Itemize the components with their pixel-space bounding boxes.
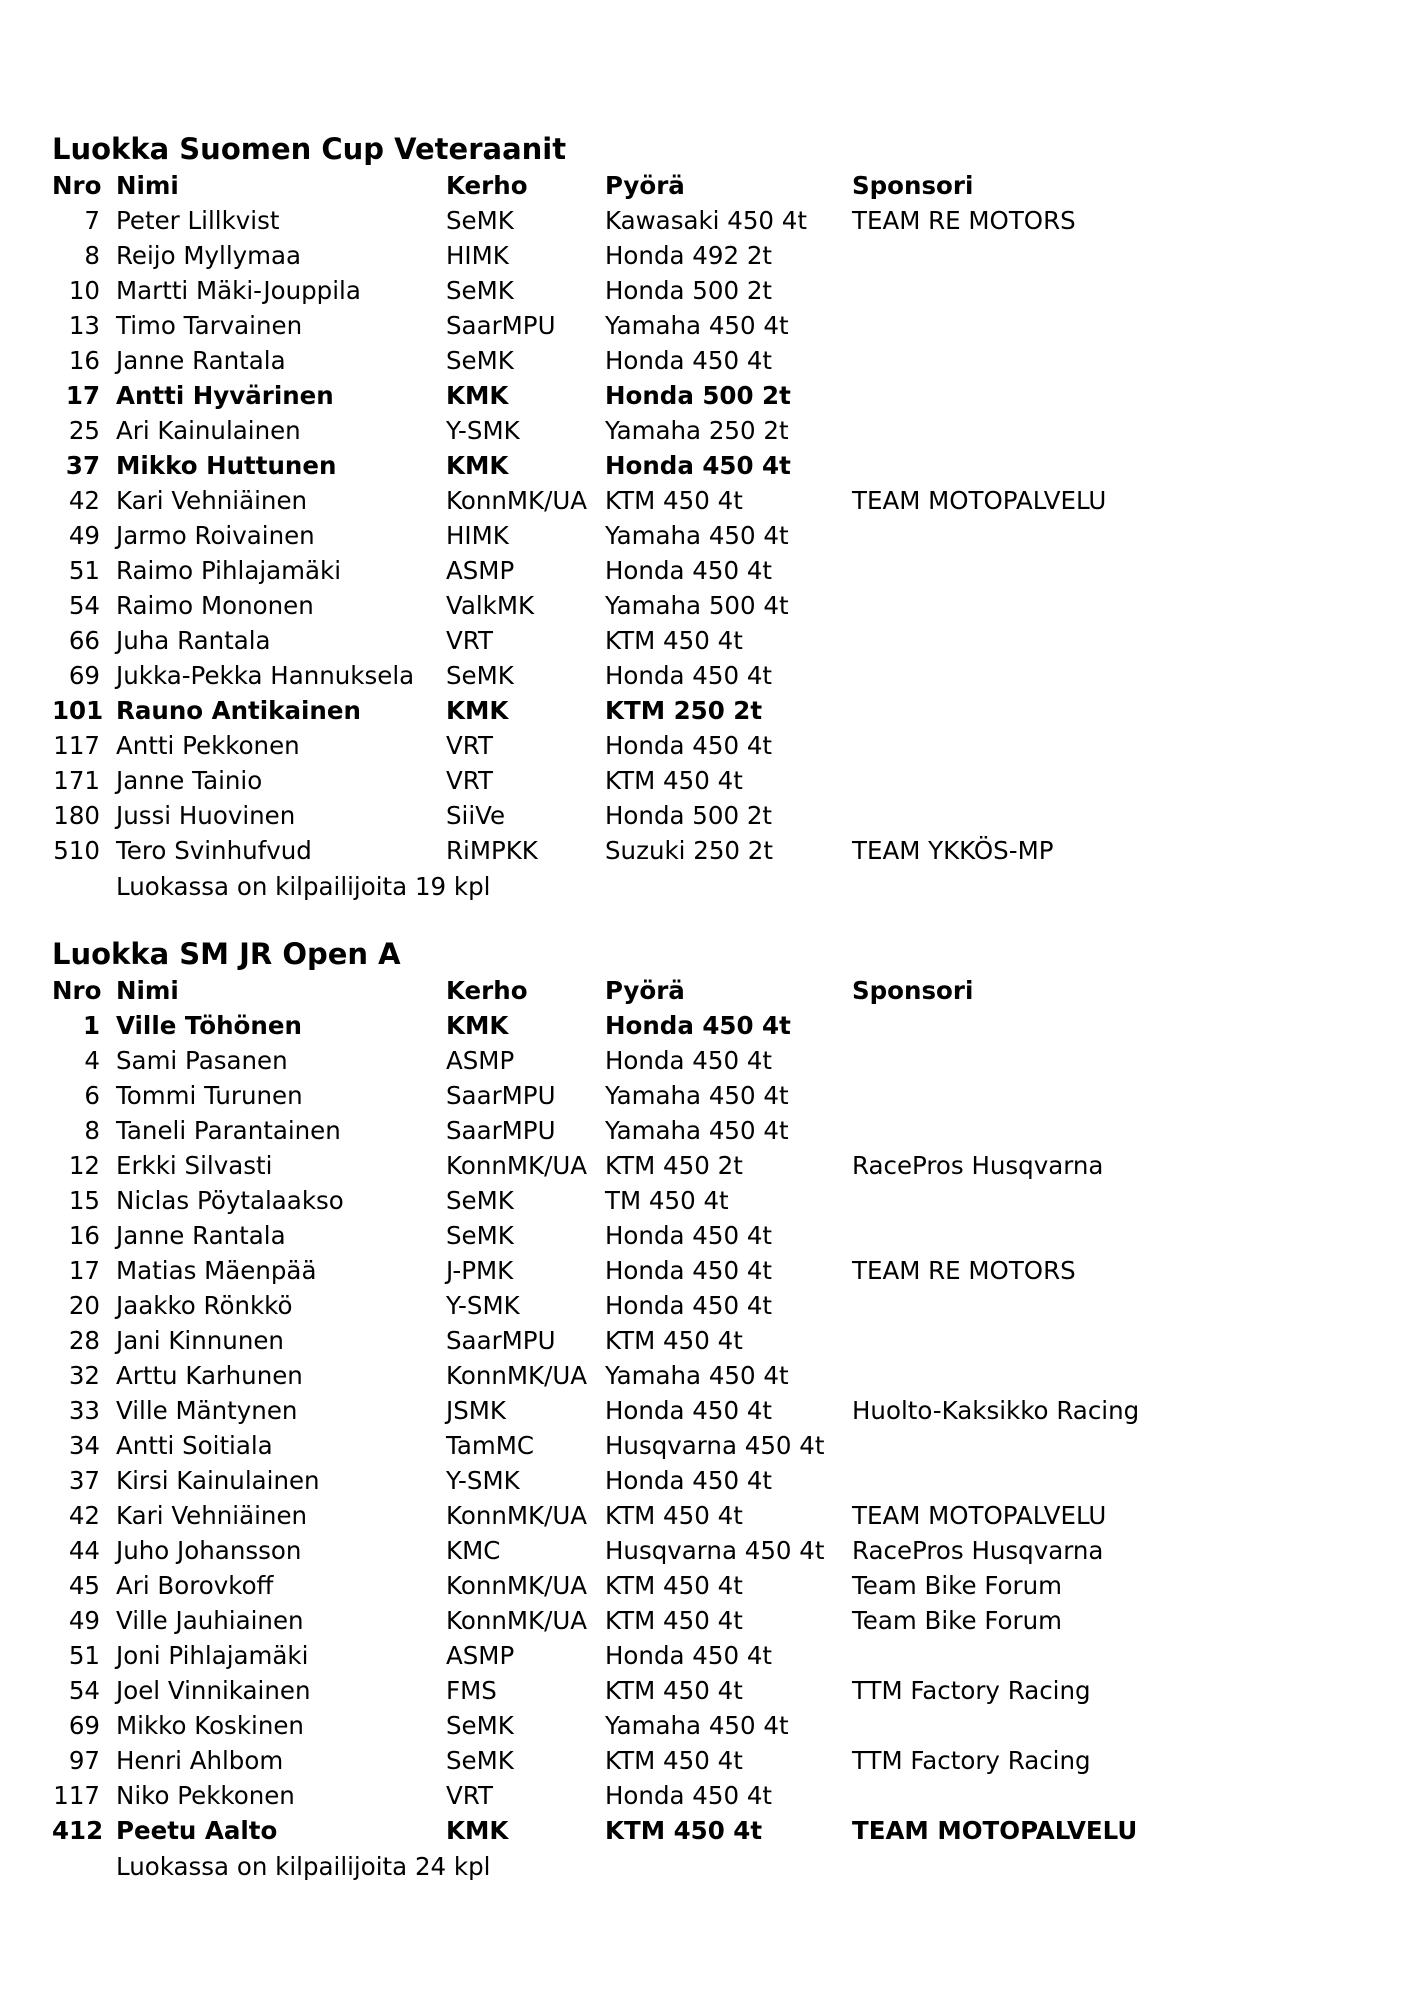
- cell-nimi: Jussi Huovinen: [116, 801, 296, 830]
- cell-kerho: FMS: [446, 1676, 497, 1705]
- cell-kerho: VRT: [446, 731, 493, 760]
- cell-pyora: KTM 450 4t: [605, 1816, 763, 1845]
- table-header: [52, 169, 1352, 203]
- cell-sponsori: TEAM RE MOTORS: [852, 1256, 1076, 1285]
- cell-nimi: Niclas Pöytalaakso: [116, 1186, 344, 1215]
- cell-nro: 51: [68, 556, 100, 585]
- cell-nimi: Erkki Silvasti: [116, 1151, 273, 1180]
- cell-nro: 69: [68, 1711, 100, 1740]
- cell-nimi: Joni Pihlajamäki: [116, 1641, 309, 1670]
- table-row: [52, 1078, 1352, 1113]
- table-row: [52, 1253, 1352, 1288]
- table-row: [52, 1148, 1352, 1183]
- cell-nro: 37: [65, 451, 100, 480]
- cell-pyora: Honda 450 4t: [605, 451, 791, 480]
- cell-kerho: SeMK: [446, 206, 514, 235]
- cell-nro: 171: [53, 766, 100, 795]
- cell-pyora: Honda 450 4t: [605, 731, 773, 760]
- cell-pyora: Honda 450 4t: [605, 1256, 773, 1285]
- cell-kerho: SeMK: [446, 1221, 514, 1250]
- cell-nimi: Niko Pekkonen: [116, 1781, 295, 1810]
- table-row: [52, 798, 1352, 833]
- table-row: [52, 203, 1352, 238]
- class-count: Luokassa on kilpailijoita 24 kpl: [116, 1852, 491, 1881]
- cell-pyora: Honda 450 4t: [605, 556, 773, 585]
- cell-nimi: Ville Jauhiainen: [116, 1606, 304, 1635]
- cell-kerho: KonnMK/UA: [446, 1606, 588, 1635]
- cell-kerho: KonnMK/UA: [446, 1571, 588, 1600]
- cell-nimi: Ari Kainulainen: [116, 416, 301, 445]
- cell-kerho: VRT: [446, 766, 493, 795]
- cell-nimi: Ari Borovkoff: [116, 1571, 274, 1600]
- class-section-jr-open-a: [52, 934, 1352, 1886]
- cell-nro: 37: [68, 1466, 100, 1495]
- table-row: [52, 1393, 1352, 1428]
- table-row: [52, 1603, 1352, 1638]
- table-row: [52, 378, 1352, 413]
- cell-nro: 4: [84, 1046, 100, 1075]
- cell-nro: 66: [68, 626, 100, 655]
- cell-kerho: JSMK: [446, 1396, 506, 1425]
- cell-nro: 51: [68, 1641, 100, 1670]
- header-sponsori: Sponsori: [852, 171, 974, 200]
- cell-nro: 17: [65, 381, 100, 410]
- cell-nimi: Kirsi Kainulainen: [116, 1466, 320, 1495]
- cell-kerho: ASMP: [446, 1641, 515, 1670]
- cell-kerho: J-PMK: [446, 1256, 514, 1285]
- cell-pyora: Suzuki 250 2t: [605, 836, 773, 865]
- cell-kerho: KonnMK/UA: [446, 1361, 588, 1390]
- cell-kerho: KonnMK/UA: [446, 486, 588, 515]
- cell-kerho: KonnMK/UA: [446, 1151, 588, 1180]
- cell-pyora: KTM 450 4t: [605, 1326, 743, 1355]
- header-nimi: Nimi: [116, 976, 179, 1005]
- header-nimi: Nimi: [116, 171, 179, 200]
- section-title: Luokka Suomen Cup Veteraanit: [52, 132, 567, 166]
- cell-nimi: Ville Töhönen: [116, 1011, 302, 1040]
- cell-nimi: Janne Rantala: [116, 1221, 286, 1250]
- cell-kerho: TamMC: [446, 1431, 535, 1460]
- cell-nimi: Arttu Karhunen: [116, 1361, 303, 1390]
- cell-nro: 28: [68, 1326, 100, 1355]
- cell-pyora: KTM 450 4t: [605, 1676, 743, 1705]
- cell-nimi: Raimo Mononen: [116, 591, 314, 620]
- cell-kerho: KMK: [446, 696, 509, 725]
- table-row: [52, 1428, 1352, 1463]
- cell-nro: 8: [84, 241, 100, 270]
- cell-nro: 12: [68, 1151, 100, 1180]
- cell-pyora: KTM 250 2t: [605, 696, 763, 725]
- cell-nro: 13: [68, 311, 100, 340]
- cell-nimi: Raimo Pihlajamäki: [116, 556, 342, 585]
- cell-pyora: Honda 450 4t: [605, 1781, 773, 1810]
- table-row: [52, 553, 1352, 588]
- cell-kerho: KMK: [446, 1011, 509, 1040]
- cell-nro: 8: [84, 1116, 100, 1145]
- table-row: [52, 273, 1352, 308]
- table-row: [52, 1813, 1352, 1848]
- cell-sponsori: Team Bike Forum: [852, 1571, 1063, 1600]
- section-title: Luokka SM JR Open A: [52, 937, 401, 971]
- cell-sponsori: TEAM MOTOPALVELU: [852, 1816, 1138, 1845]
- cell-kerho: KMK: [446, 1816, 509, 1845]
- table-row: [52, 588, 1352, 623]
- cell-kerho: Y-SMK: [446, 1291, 520, 1320]
- cell-kerho: ASMP: [446, 556, 515, 585]
- cell-sponsori: TTM Factory Racing: [852, 1746, 1091, 1775]
- cell-nimi: Timo Tarvainen: [116, 311, 303, 340]
- cell-pyora: Honda 450 4t: [605, 1011, 791, 1040]
- cell-nimi: Jukka-Pekka Hannuksela: [116, 661, 415, 690]
- header-sponsori: Sponsori: [852, 976, 974, 1005]
- cell-nimi: Jarmo Roivainen: [116, 521, 315, 550]
- cell-nro: 54: [68, 591, 100, 620]
- cell-kerho: KMK: [446, 451, 509, 480]
- cell-kerho: SeMK: [446, 346, 514, 375]
- table-row: [52, 1183, 1352, 1218]
- header-pyora: Pyörä: [605, 976, 685, 1005]
- cell-nimi: Juha Rantala: [116, 626, 271, 655]
- cell-nro: 54: [68, 1676, 100, 1705]
- cell-nimi: Tommi Turunen: [116, 1081, 303, 1110]
- cell-pyora: KTM 450 2t: [605, 1151, 743, 1180]
- cell-kerho: HIMK: [446, 521, 509, 550]
- cell-kerho: HIMK: [446, 241, 509, 270]
- cell-nro: 44: [68, 1536, 100, 1565]
- cell-kerho: Y-SMK: [446, 1466, 520, 1495]
- cell-nro: 97: [68, 1746, 100, 1775]
- cell-pyora: KTM 450 4t: [605, 766, 743, 795]
- cell-pyora: Honda 500 2t: [605, 801, 773, 830]
- cell-nimi: Antti Hyvärinen: [116, 381, 334, 410]
- cell-pyora: Honda 450 4t: [605, 346, 773, 375]
- table-row: [52, 413, 1352, 448]
- cell-nimi: Janne Rantala: [116, 346, 286, 375]
- table-body: [52, 1008, 1352, 1848]
- cell-nro: 1: [82, 1011, 100, 1040]
- cell-kerho: ASMP: [446, 1046, 515, 1075]
- cell-sponsori: TTM Factory Racing: [852, 1676, 1091, 1705]
- cell-kerho: Y-SMK: [446, 416, 520, 445]
- cell-nimi: Antti Pekkonen: [116, 731, 300, 760]
- cell-pyora: Yamaha 450 4t: [605, 311, 789, 340]
- cell-nro: 16: [68, 1221, 100, 1250]
- cell-pyora: Honda 450 4t: [605, 1046, 773, 1075]
- cell-kerho: SeMK: [446, 1711, 514, 1740]
- cell-nro: 16: [68, 346, 100, 375]
- cell-nimi: Rauno Antikainen: [116, 696, 361, 725]
- cell-pyora: Yamaha 450 4t: [605, 1711, 789, 1740]
- cell-nro: 180: [53, 801, 100, 830]
- header-pyora: Pyörä: [605, 171, 685, 200]
- table-header: [52, 974, 1352, 1008]
- table-row: [52, 448, 1352, 483]
- cell-nro: 45: [68, 1571, 100, 1600]
- cell-nro: 7: [84, 206, 100, 235]
- table-row: [52, 1043, 1352, 1078]
- table-row: [52, 1533, 1352, 1568]
- cell-nimi: Tero Svinhufvud: [116, 836, 312, 865]
- cell-nro: 117: [53, 731, 100, 760]
- cell-pyora: Husqvarna 450 4t: [605, 1431, 825, 1460]
- table-row: [52, 1113, 1352, 1148]
- table-row: [52, 1568, 1352, 1603]
- cell-nimi: Ville Mäntynen: [116, 1396, 298, 1425]
- table-row: [52, 483, 1352, 518]
- cell-nro: 412: [52, 1816, 104, 1845]
- cell-nimi: Jaakko Rönkkö: [116, 1291, 293, 1320]
- cell-nimi: Jani Kinnunen: [116, 1326, 284, 1355]
- cell-kerho: KMK: [446, 381, 509, 410]
- table-row: [52, 1358, 1352, 1393]
- cell-nro: 15: [68, 1186, 100, 1215]
- cell-sponsori: Team Bike Forum: [852, 1606, 1063, 1635]
- cell-pyora: Honda 450 4t: [605, 1291, 773, 1320]
- cell-nro: 49: [68, 1606, 100, 1635]
- table-row: [52, 1008, 1352, 1043]
- cell-nimi: Joel Vinnikainen: [116, 1676, 311, 1705]
- cell-nimi: Sami Pasanen: [116, 1046, 288, 1075]
- header-kerho: Kerho: [446, 976, 528, 1005]
- cell-nimi: Peter Lillkvist: [116, 206, 280, 235]
- table-row: [52, 1218, 1352, 1253]
- cell-kerho: SeMK: [446, 276, 514, 305]
- cell-pyora: KTM 450 4t: [605, 1501, 743, 1530]
- cell-nimi: Peetu Aalto: [116, 1816, 278, 1845]
- cell-pyora: KTM 450 4t: [605, 1571, 743, 1600]
- cell-nro: 10: [68, 276, 100, 305]
- cell-nro: 42: [68, 1501, 100, 1530]
- cell-sponsori: TEAM MOTOPALVELU: [852, 486, 1107, 515]
- cell-sponsori: RacePros Husqvarna: [852, 1536, 1104, 1565]
- cell-kerho: ValkMK: [446, 591, 535, 620]
- cell-nimi: Reijo Myllymaa: [116, 241, 302, 270]
- cell-kerho: SeMK: [446, 1186, 514, 1215]
- table-row: [52, 763, 1352, 798]
- cell-nro: 32: [68, 1361, 100, 1390]
- cell-kerho: SeMK: [446, 1746, 514, 1775]
- table-row: [52, 728, 1352, 763]
- class-section-veteraanit: [52, 129, 1352, 906]
- cell-nro: 33: [68, 1396, 100, 1425]
- cell-pyora: KTM 450 4t: [605, 486, 743, 515]
- table-row: [52, 1778, 1352, 1813]
- table-row: [52, 658, 1352, 693]
- cell-nro: 42: [68, 486, 100, 515]
- cell-nimi: Kari Vehniäinen: [116, 486, 308, 515]
- cell-pyora: KTM 450 4t: [605, 1746, 743, 1775]
- table-row: [52, 833, 1352, 868]
- cell-nro: 101: [52, 696, 104, 725]
- cell-kerho: RiMPKK: [446, 836, 538, 865]
- table-row: [52, 1708, 1352, 1743]
- class-count: Luokassa on kilpailijoita 19 kpl: [116, 872, 491, 901]
- cell-nro: 69: [68, 661, 100, 690]
- table-row: [52, 1673, 1352, 1708]
- cell-pyora: Yamaha 450 4t: [605, 1116, 789, 1145]
- cell-nro: 25: [68, 416, 100, 445]
- cell-pyora: Honda 500 2t: [605, 276, 773, 305]
- cell-nro: 17: [68, 1256, 100, 1285]
- cell-sponsori: TEAM RE MOTORS: [852, 206, 1076, 235]
- cell-pyora: Honda 500 2t: [605, 381, 791, 410]
- cell-nro: 6: [84, 1081, 100, 1110]
- table-row: [52, 1498, 1352, 1533]
- cell-sponsori: RacePros Husqvarna: [852, 1151, 1104, 1180]
- cell-nimi: Mikko Koskinen: [116, 1711, 304, 1740]
- cell-kerho: KMC: [446, 1536, 501, 1565]
- table-body: [52, 203, 1352, 868]
- cell-kerho: SaarMPU: [446, 1081, 556, 1110]
- cell-nimi: Antti Soitiala: [116, 1431, 273, 1460]
- cell-pyora: Honda 492 2t: [605, 241, 773, 270]
- cell-pyora: Honda 450 4t: [605, 1221, 773, 1250]
- table-row: [52, 518, 1352, 553]
- cell-pyora: Yamaha 450 4t: [605, 1081, 789, 1110]
- cell-nimi: Taneli Parantainen: [116, 1116, 341, 1145]
- cell-kerho: VRT: [446, 1781, 493, 1810]
- cell-sponsori: TEAM YKKÖS-MP: [852, 836, 1054, 865]
- cell-nro: 49: [68, 521, 100, 550]
- table-row: [52, 623, 1352, 658]
- cell-nimi: Henri Ahlbom: [116, 1746, 284, 1775]
- cell-nro: 20: [68, 1291, 100, 1320]
- cell-pyora: Yamaha 450 4t: [605, 521, 789, 550]
- cell-nimi: Mikko Huttunen: [116, 451, 337, 480]
- cell-sponsori: Huolto-Kaksikko Racing: [852, 1396, 1140, 1425]
- cell-kerho: KonnMK/UA: [446, 1501, 588, 1530]
- cell-pyora: Honda 450 4t: [605, 1466, 773, 1495]
- cell-pyora: KTM 450 4t: [605, 626, 743, 655]
- cell-nimi: Juho Johansson: [116, 1536, 302, 1565]
- cell-nro: 510: [53, 836, 100, 865]
- table-row: [52, 1743, 1352, 1778]
- header-kerho: Kerho: [446, 171, 528, 200]
- cell-pyora: Honda 450 4t: [605, 661, 773, 690]
- cell-pyora: Honda 450 4t: [605, 1641, 773, 1670]
- table-row: [52, 1288, 1352, 1323]
- cell-pyora: Husqvarna 450 4t: [605, 1536, 825, 1565]
- cell-nro: 34: [68, 1431, 100, 1460]
- cell-nimi: Matias Mäenpää: [116, 1256, 317, 1285]
- cell-sponsori: TEAM MOTOPALVELU: [852, 1501, 1107, 1530]
- table-row: [52, 693, 1352, 728]
- cell-kerho: SaarMPU: [446, 1116, 556, 1145]
- table-row: [52, 1323, 1352, 1358]
- cell-nimi: Kari Vehniäinen: [116, 1501, 308, 1530]
- cell-pyora: Kawasaki 450 4t: [605, 206, 808, 235]
- cell-nimi: Martti Mäki-Jouppila: [116, 276, 361, 305]
- table-row: [52, 308, 1352, 343]
- table-row: [52, 343, 1352, 378]
- cell-pyora: Yamaha 500 4t: [605, 591, 789, 620]
- cell-pyora: Yamaha 450 4t: [605, 1361, 789, 1390]
- table-row: [52, 1463, 1352, 1498]
- header-nro: Nro: [52, 976, 102, 1005]
- header-nro: Nro: [52, 171, 102, 200]
- table-row: [52, 1638, 1352, 1673]
- cell-nimi: Janne Tainio: [116, 766, 263, 795]
- cell-pyora: KTM 450 4t: [605, 1606, 743, 1635]
- cell-kerho: SeMK: [446, 661, 514, 690]
- cell-kerho: SaarMPU: [446, 1326, 556, 1355]
- cell-pyora: Honda 450 4t: [605, 1396, 773, 1425]
- cell-kerho: SiiVe: [446, 801, 506, 830]
- cell-pyora: TM 450 4t: [605, 1186, 729, 1215]
- cell-pyora: Yamaha 250 2t: [605, 416, 789, 445]
- cell-kerho: SaarMPU: [446, 311, 556, 340]
- cell-nro: 117: [53, 1781, 100, 1810]
- table-row: [52, 238, 1352, 273]
- cell-kerho: VRT: [446, 626, 493, 655]
